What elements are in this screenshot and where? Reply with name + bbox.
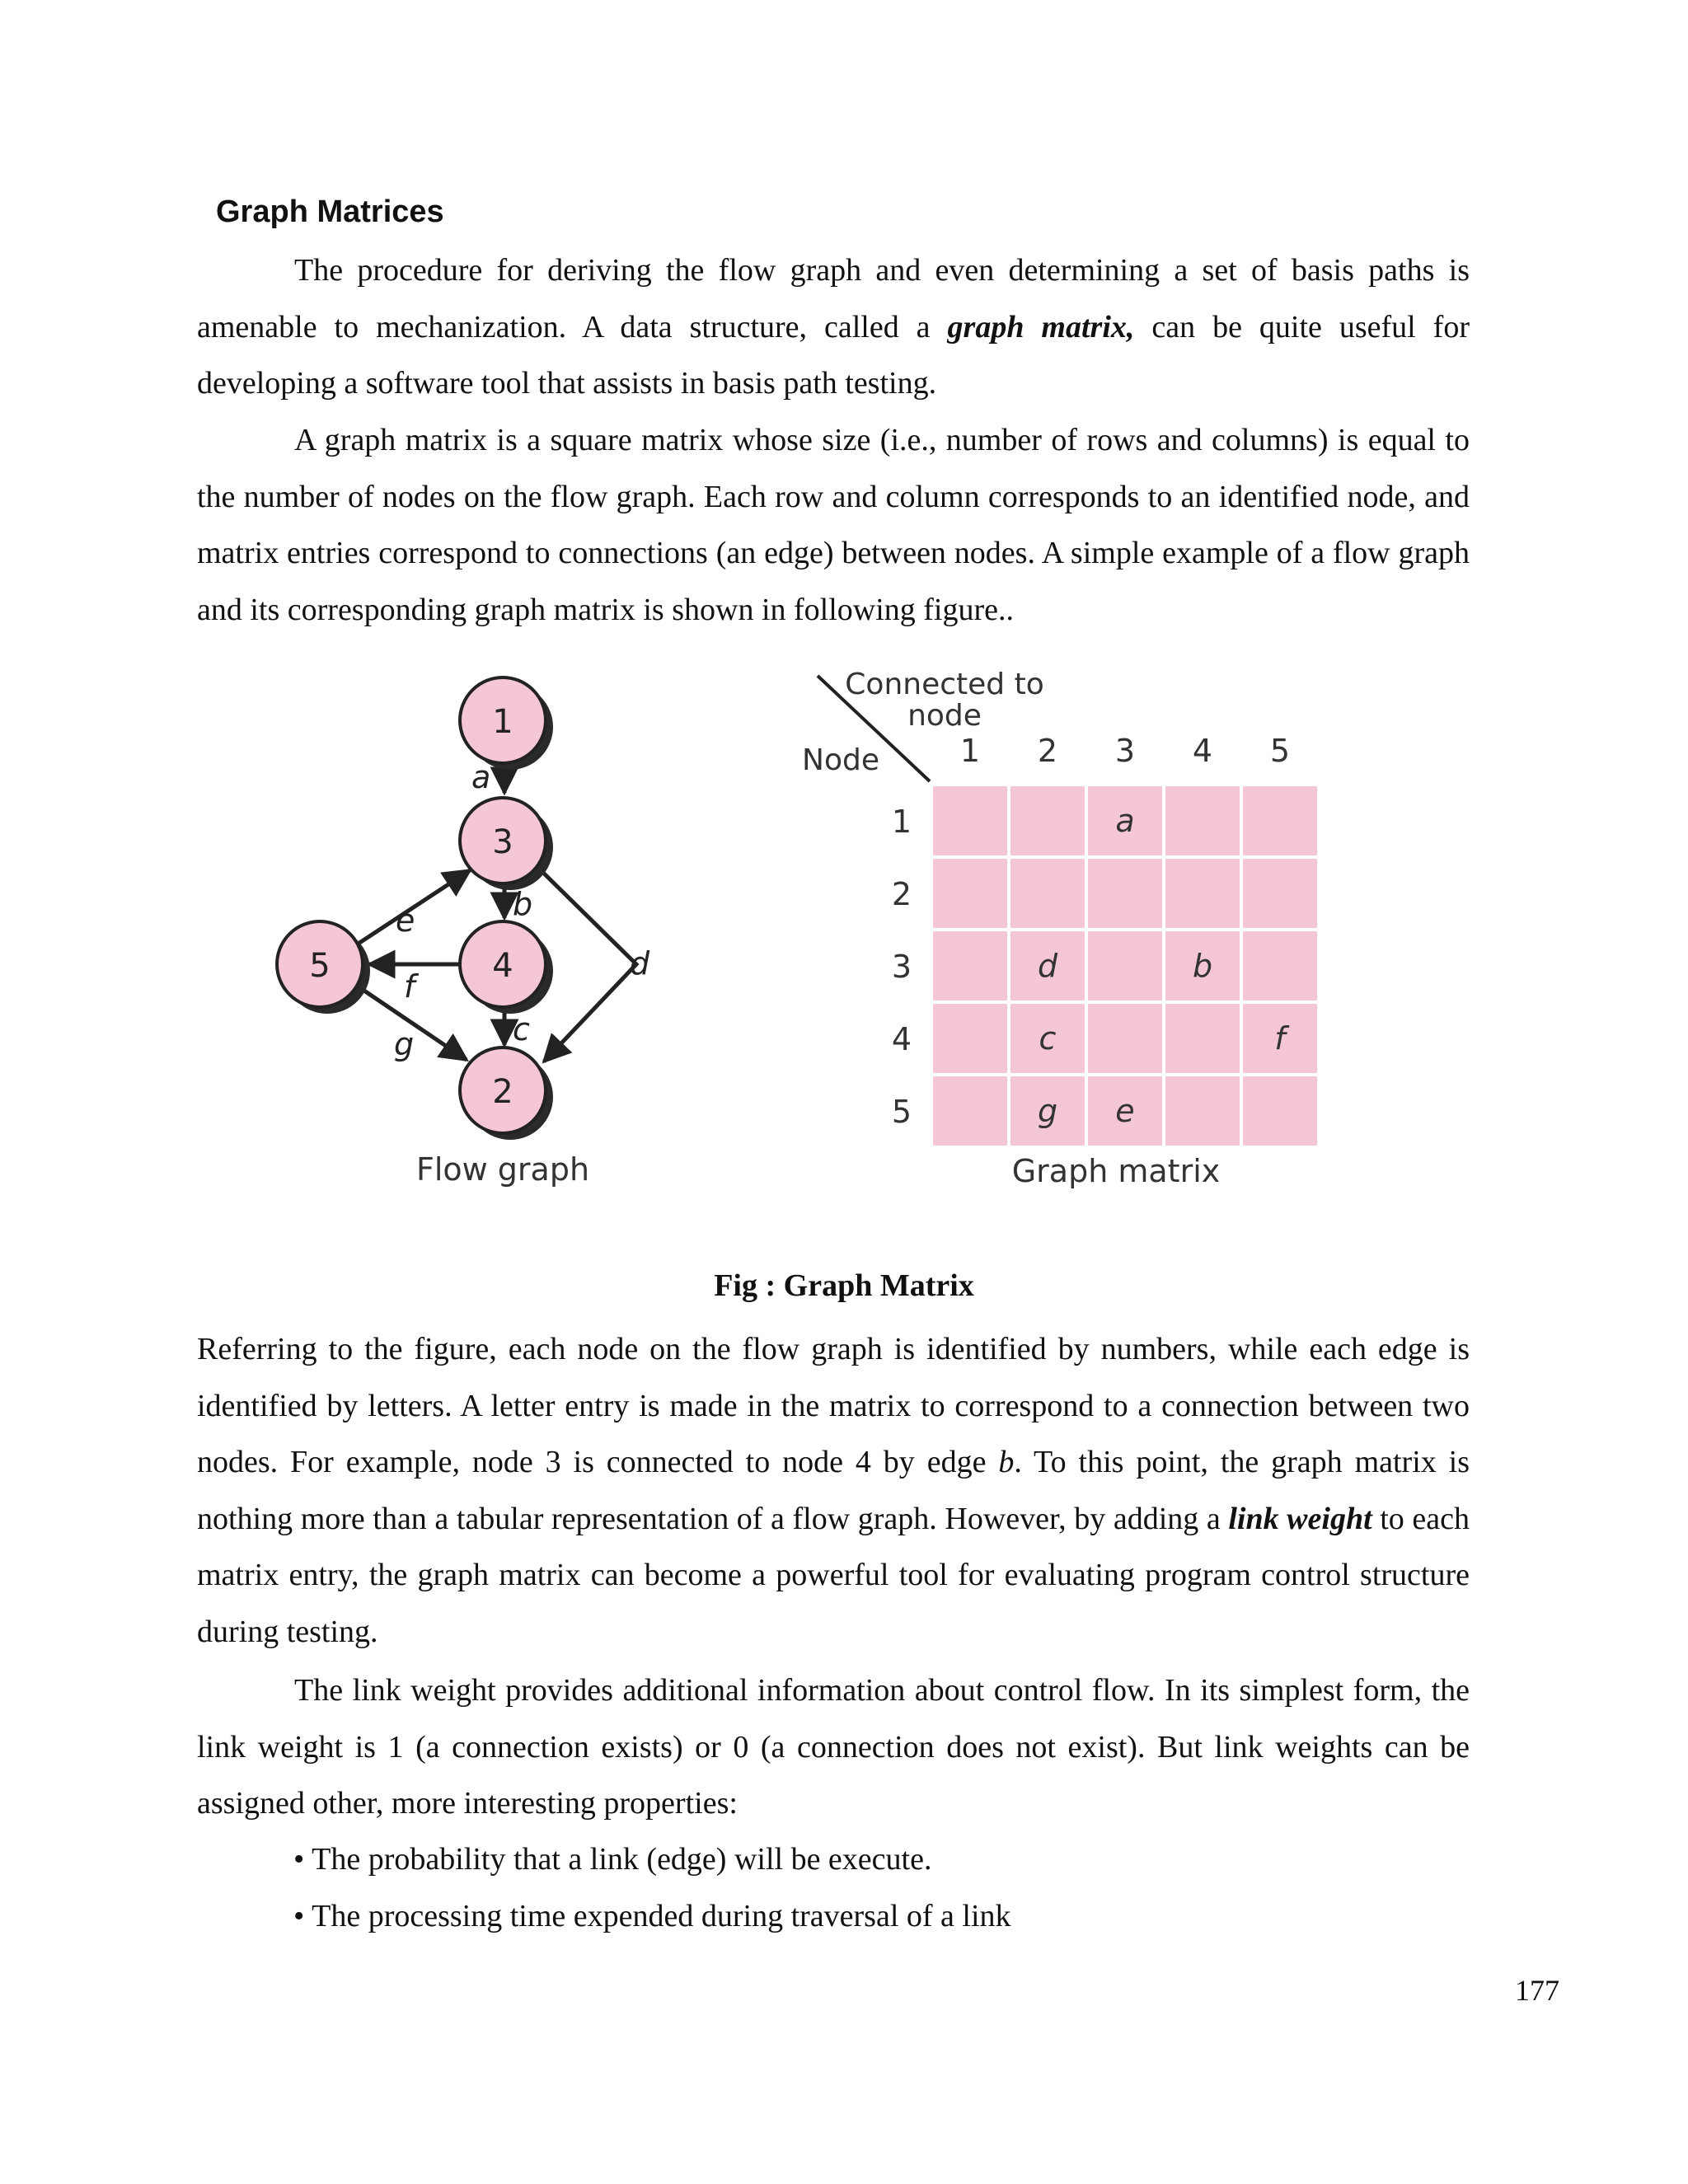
matrix-cell-entry: g xyxy=(1037,1093,1058,1129)
matrix-column-header: 4 xyxy=(1192,733,1213,769)
matrix-column-header: 5 xyxy=(1269,733,1291,769)
paragraph-explanation xyxy=(197,1321,1470,1660)
matrix-cell xyxy=(933,1004,1007,1073)
text-run: The procedure for deriving the flow graph and even determining a set of basis paths is amenable to mechanization. A data structure, called a xyxy=(197,253,1470,344)
paragraph-link-weight: The link weight provides additional information about control flow. In its simplest form, the link weight is 1 (a connection exists) or 0 (a connection does not exist). But link weights can be assigned other, more interesting properties: xyxy=(197,1673,1470,1821)
figure-caption: Fig : Graph Matrix xyxy=(714,1268,974,1303)
paragraph-definition: A graph matrix is a square matrix whose size (i.e., number of rows and columns) is equal to the number of nodes on the flow graph. Each row and column corresponds to an identified node, and matrix entries correspond to connections (an edge) between nodes. A simple example of a flow graph and its corresponding graph matrix is shown in following figure.. xyxy=(197,423,1470,627)
node-2 xyxy=(460,1047,553,1140)
edge-b-label: b xyxy=(513,886,533,922)
matrix-cell xyxy=(1243,931,1317,1001)
text-run: can be quite useful for developing a software tool that assists in basis path testing. xyxy=(197,309,1470,401)
matrix-row-headers xyxy=(892,804,912,1130)
edge-d-label: d xyxy=(630,945,650,982)
term-link-weight: link weight xyxy=(1228,1501,1372,1536)
matrix-header-connected: Connected to xyxy=(845,668,1044,701)
matrix-column-headers xyxy=(960,733,1290,769)
matrix-cell xyxy=(1010,786,1085,855)
node-label: 2 xyxy=(492,1073,513,1111)
matrix-header-node: node xyxy=(907,699,982,733)
matrix-row-header: 1 xyxy=(891,804,912,840)
matrix-cell xyxy=(1010,859,1085,928)
matrix-cell-entry: e xyxy=(1115,1093,1135,1129)
node-label: 3 xyxy=(492,823,513,861)
bullet-item: • The processing time expended during traversal of a link xyxy=(293,1898,1011,1933)
node-label: 5 xyxy=(309,947,331,985)
matrix-column-header: 2 xyxy=(1037,733,1058,769)
node-5 xyxy=(277,921,370,1014)
matrix-cell xyxy=(933,931,1007,1001)
matrix-cell xyxy=(1165,1004,1240,1073)
matrix-cell xyxy=(1243,859,1317,928)
matrix-cell xyxy=(1165,1076,1240,1146)
text-run: Referring to the figure, each node on the flow graph is identified by numbers, while each edge is identified by letters. A letter entry is made in the matrix to correspond to a connection between two nodes. For example, node 3 is connected to node 4 by edge xyxy=(197,1332,1470,1479)
matrix-column-header: 1 xyxy=(959,733,981,769)
matrix-cell-entry: b xyxy=(1192,948,1213,984)
node-label: 4 xyxy=(492,947,513,985)
flow-graph xyxy=(277,677,650,1188)
matrix-column-header: 3 xyxy=(1114,733,1136,769)
node-label: 1 xyxy=(492,703,513,741)
graph-matrix-label: Graph matrix xyxy=(1011,1153,1221,1189)
edge-a-label: a xyxy=(471,759,491,795)
matrix-cells xyxy=(933,786,1317,1146)
term-graph-matrix: graph matrix, xyxy=(947,309,1135,344)
matrix-cell-entry: a xyxy=(1115,803,1135,839)
matrix-cell xyxy=(1165,786,1240,855)
bullet-item: • The probability that a link (edge) will be execute. xyxy=(293,1842,932,1877)
node-3 xyxy=(460,798,553,890)
matrix-header-row-node: Node xyxy=(802,743,879,777)
matrix-cell xyxy=(933,786,1007,855)
graph-matrix xyxy=(802,668,1317,1189)
matrix-cell xyxy=(933,1076,1007,1146)
matrix-cell-entry: f xyxy=(1274,1020,1286,1057)
edge-f-label: f xyxy=(404,968,415,1005)
edge-g-label: g xyxy=(394,1026,415,1062)
page-number: 177 xyxy=(1515,1974,1559,2007)
matrix-cell xyxy=(1088,1004,1162,1073)
matrix-cell xyxy=(1088,859,1162,928)
edge-reference: b xyxy=(998,1445,1015,1479)
matrix-cell xyxy=(1243,786,1317,855)
flow-graph-label: Flow graph xyxy=(415,1151,590,1188)
node-4 xyxy=(460,921,553,1014)
matrix-row-header: 4 xyxy=(891,1021,912,1057)
text-run: . To this point, the graph matrix is nothing more than a tabular representation of a flow graph. However, by adding a xyxy=(197,1445,1470,1536)
matrix-cell xyxy=(1165,859,1240,928)
edge-c-label: c xyxy=(513,1011,530,1047)
text-run: to each matrix entry, the graph matrix can become a powerful tool for evaluating program control structure during testing. xyxy=(197,1501,1470,1649)
edge-e-label: e xyxy=(396,902,415,939)
section-heading: Graph Matrices xyxy=(216,194,444,229)
matrix-row-header: 5 xyxy=(891,1094,912,1130)
bullet-list xyxy=(293,1831,1011,1944)
matrix-cell-entry: d xyxy=(1037,948,1058,984)
matrix-cell xyxy=(933,859,1007,928)
matrix-row-header: 3 xyxy=(891,949,912,985)
matrix-cell-entry: c xyxy=(1039,1020,1057,1057)
node-1 xyxy=(460,677,553,770)
matrix-row-header: 2 xyxy=(891,876,912,912)
matrix-cell xyxy=(1243,1076,1317,1146)
matrix-cell xyxy=(1088,931,1162,1001)
